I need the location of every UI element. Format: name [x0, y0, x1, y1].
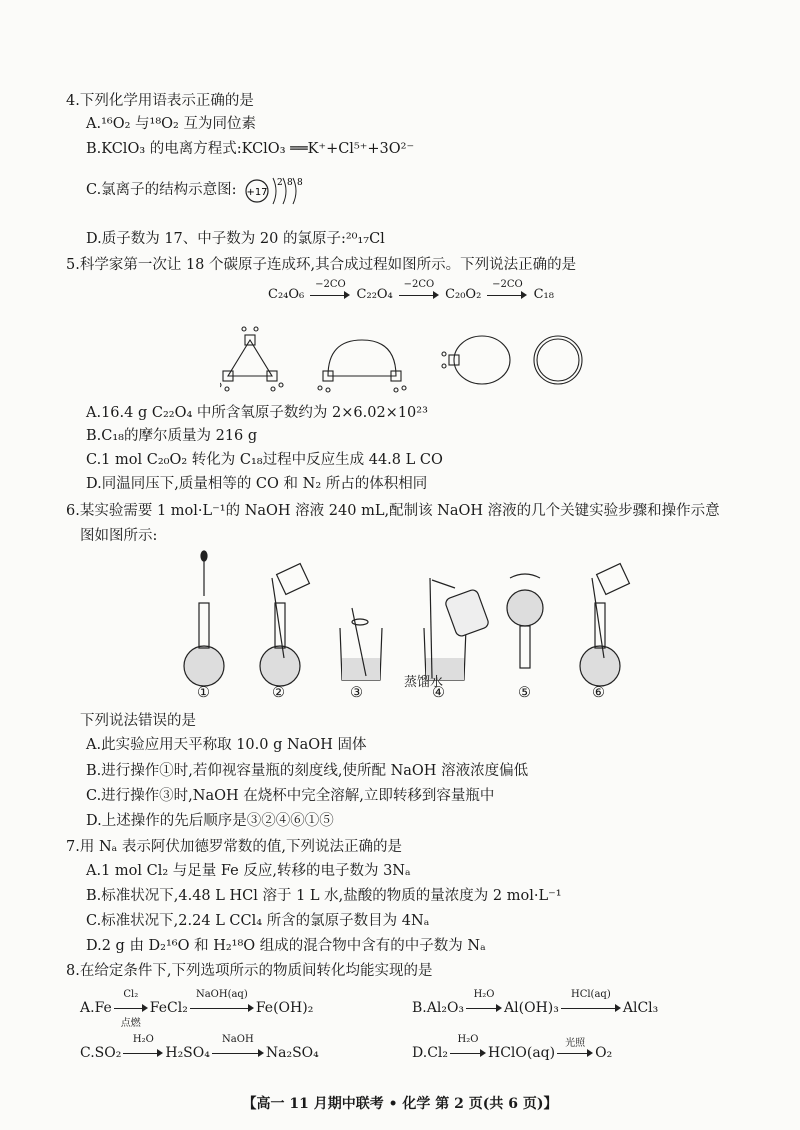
q6-step-1: ① — [197, 685, 210, 701]
q6-step-2: ② — [272, 685, 285, 701]
q5-species-3: C₂₀O₂ — [445, 287, 482, 302]
q5-option-a: A.16.4 g C₂₂O₄ 中所含氧原子数约为 2×6.02×10²³ — [86, 405, 428, 421]
nucleus-charge: +17 — [246, 187, 268, 198]
q5-arrow-3: −2CO — [487, 289, 527, 301]
step6-final-transfer — [580, 564, 629, 686]
c24o6-molecule — [220, 327, 283, 391]
q7-option-a: A.1 mol Cl₂ 与足量 Fe 反应,转移的电子数为 3Nₐ — [86, 863, 411, 879]
q6-option-c: C.进行操作③时,NaOH 在烧杯中完全溶解,立即转移到容量瓶中 — [86, 788, 495, 804]
step3-beaker-stirring — [340, 608, 382, 680]
q4-option-b: B.KClO₃ 的电离方程式:KClO₃ ══K⁺+Cl⁵⁺+3O²⁻ — [86, 141, 415, 157]
q5-arrow-1: −2CO — [310, 289, 350, 301]
q6-question: 下列说法错误的是 — [80, 713, 196, 729]
step1-flask-with-dropper — [184, 551, 224, 686]
q5-option-c: C.1 mol C₂₀O₂ 转化为 C₁₈过程中反应生成 44.8 L CO — [86, 452, 443, 468]
c22o4-molecule — [318, 340, 406, 392]
q8-option-d: D.Cl₂ H₂O HClO(aq) 光照 O₂ — [412, 1034, 613, 1061]
q6-stem-line1: 6.某实验需要 1 mol·L⁻¹的 NaOH 溶液 240 mL,配制该 NaOH 溶液的几个关键实验步骤和操作示意 — [66, 503, 720, 519]
q5-option-d: D.同温同压下,质量相等的 CO 和 N₂ 所占的体积相同 — [86, 476, 428, 492]
q4-option-d: D.质子数为 17、中子数为 20 的氯原子:²⁰₁₇Cl — [86, 231, 385, 247]
q6-option-d: D.上述操作的先后顺序是③②④⑥①⑤ — [86, 813, 334, 829]
c20o2-molecule — [442, 336, 510, 384]
q5-species-1: C₂₄O₆ — [268, 287, 305, 302]
c18-molecule — [534, 336, 582, 384]
q7-option-c: C.标准状况下,2.24 L CCl₄ 所含的氯原子数目为 4Nₐ — [86, 913, 430, 929]
chloride-ion-structure-diagram — [242, 172, 312, 210]
q5-species-4: C₁₈ — [533, 287, 554, 302]
q7-stem: 7.用 Nₐ 表示阿伏加德罗常数的值,下列说法正确的是 — [66, 839, 402, 855]
q5-species-2: C₂₂O₄ — [356, 287, 393, 302]
q4-stem: 4.下列化学用语表示正确的是 — [66, 93, 254, 109]
shell-1-count: 2 — [277, 178, 283, 188]
q5-molecule-figure — [220, 318, 600, 398]
q6-stem-line2: 图如图所示: — [80, 528, 158, 544]
step5-invert-shake — [507, 574, 543, 668]
q5-reaction-chain — [268, 278, 554, 304]
shell-2-count: 8 — [287, 178, 293, 188]
q8-option-a: A.Fe Cl₂ 点燃 FeCl₂ NaOH(aq) Fe(OH)₂ — [80, 989, 314, 1029]
q4-option-c: C.氯离子的结构示意图: — [86, 182, 237, 198]
step4-wash-bottle-rinse — [424, 578, 490, 680]
q6-option-b: B.进行操作①时,若仰视容量瓶的刻度线,使所配 NaOH 溶液浓度偏低 — [86, 763, 529, 779]
step2-transfer-with-rod — [260, 564, 309, 686]
q6-step-5: ⑤ — [518, 685, 531, 701]
q5-arrow-2: −2CO — [399, 289, 439, 301]
q8-option-c: C.SO₂ H₂O H₂SO₄ NaOH Na₂SO₄ — [80, 1034, 319, 1061]
q6-water-label: 蒸馏水 — [404, 675, 444, 690]
q4-option-a: A.¹⁶O₂ 与¹⁸O₂ 互为同位素 — [86, 116, 256, 132]
q8-stem: 8.在给定条件下,下列选项所示的物质间转化均能实现的是 — [66, 963, 433, 979]
q6-step-6: ⑥ — [592, 685, 605, 701]
q7-option-b: B.标准状况下,4.48 L HCl 溶于 1 L 水,盐酸的物质的量浓度为 2 mol·L⁻¹ — [86, 888, 562, 904]
q6-option-a: A.此实验应用天平称取 10.0 g NaOH 固体 — [86, 737, 367, 753]
q5-stem: 5.科学家第一次让 18 个碳原子连成环,其合成过程如图所示。下列说法正确的是 — [66, 257, 577, 273]
shell-3-count: 8 — [297, 178, 303, 188]
q7-option-d: D.2 g 由 D₂¹⁶O 和 H₂¹⁸O 组成的混合物中含有的中子数为 Nₐ — [86, 938, 486, 954]
q6-step-4: ④ — [432, 685, 445, 701]
q5-option-b: B.C₁₈的摩尔质量为 216 g — [86, 428, 258, 444]
q8-option-b: B.Al₂O₃ H₂O Al(OH)₃ HCl(aq) AlCl₃ — [412, 989, 659, 1016]
page-footer: 【高一 11 月期中联考 • 化学 第 2 页(共 6 页)】 — [242, 1096, 558, 1112]
q6-step-3: ③ — [350, 685, 363, 701]
